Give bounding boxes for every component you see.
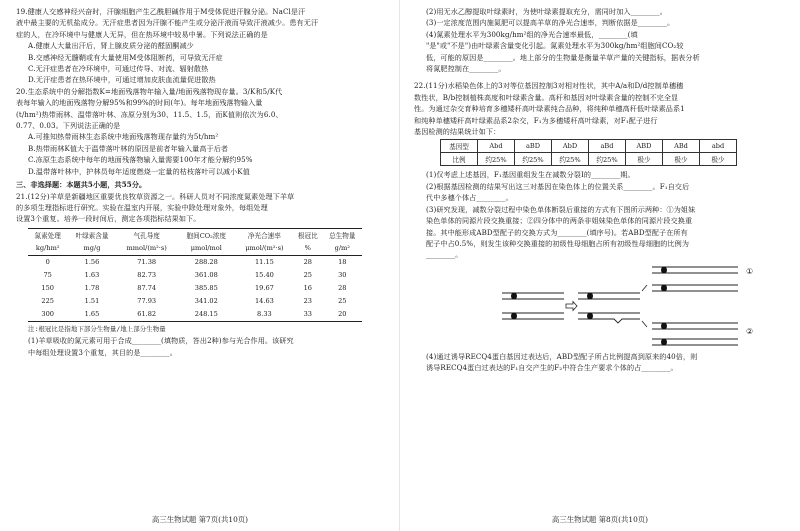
q20-option-d: D.温带落叶林中，护林员每年适度燃烧一定量的枯枝落叶可以减小K值 xyxy=(28,166,250,176)
q22-sub3: 染色单体的同源片段交换重接；②四分体中的两条非姐妹染色单体的同源片段交换重 xyxy=(426,216,693,226)
table-header-cell: 基因型 xyxy=(441,140,478,153)
table-cell: 极少 xyxy=(700,153,737,166)
question-22 xyxy=(414,80,784,373)
table-cell: 25 xyxy=(338,297,347,306)
question-21 xyxy=(16,191,386,358)
q22-sub3: 接。其中能形成ABD型配子的交换方式为________(填序号)。若ABD型配子在所有 xyxy=(426,227,688,237)
centromere xyxy=(587,292,593,299)
table-cell: 28 xyxy=(338,284,347,293)
table-cell: 极少 xyxy=(663,153,700,166)
table-header-row xyxy=(441,140,737,153)
table-cell: 361.08 xyxy=(194,271,218,280)
table-cell: 1.78 xyxy=(84,284,100,293)
table-unit-cell: % xyxy=(293,242,323,256)
q21-stem: 设置3个重复。培养一段时间后，测定各项指标结果如下。 xyxy=(16,214,201,224)
table-header-cell: 氮素处理 xyxy=(28,228,67,242)
q22-stem: 基因检测的结果统计如下： xyxy=(414,127,501,137)
q21-sub1: (1)羊草吸收的氮元素可用于合成________(填物质，答出2种)参与光合作用。该研究 xyxy=(28,336,294,346)
q20-option-b: B.热带雨林K值大于温带落叶林的原因是前者年输入量高于后者 xyxy=(28,143,229,153)
chromatid-exchange-figure xyxy=(414,263,784,351)
q22-sub4: 诱导RECQ4蛋白过表达的F₁自交产生的F₂中符合生产要求个体的占________。 xyxy=(426,363,678,373)
table-cell: 150 xyxy=(41,284,54,293)
q22-sub2: (2)根据基因检测的结果写出这三对基因在染色体上的位置关系________。F₁自交后 xyxy=(426,181,690,191)
arrow-up-line xyxy=(642,285,647,291)
q22-stem: 性。为通过杂交育种培育多穗矮秆高叶绿素纯合品种，将纯种单穗高秆低叶绿素品系1 xyxy=(414,104,685,114)
table-cell: 288.28 xyxy=(194,258,218,267)
gamete-genotype-table xyxy=(440,139,737,166)
table-cell: 23 xyxy=(303,297,312,306)
q22-sub3: (3)研究发现，减数分裂过程中染色单体断裂后重接的方式有下图所示两种：①为姐妹 xyxy=(426,204,696,214)
table-cell: 25 xyxy=(303,271,312,280)
table-unit-cell: mmol/(m²·s) xyxy=(117,242,177,256)
nitrogen-data-table xyxy=(28,228,362,322)
table-unit-cell: μmol/mol xyxy=(177,242,236,256)
q19-option-c: C.无汗症患者在冷环境中，可通过传导、对流、辐射散热 xyxy=(28,64,209,74)
table-unit-cell: g/m² xyxy=(323,242,362,256)
table-cell: 385.85 xyxy=(194,284,218,293)
table-header-cell: 气孔导度 xyxy=(117,228,177,242)
table-row xyxy=(28,295,362,308)
table-header-cell: ABd xyxy=(663,140,700,153)
q20-option-a: A.可推知热带雨林生态系统中地面残落物现存量约为5t/hm² xyxy=(28,132,219,142)
table-note: 注:根冠比是指地下部分生物量/地上部分生物量 xyxy=(28,324,166,333)
q21-sub2: (2)用无水乙醇提取叶绿素时，为使叶绿素提取充分，需同时加入________。 xyxy=(426,7,667,16)
diagram-label-2: ② xyxy=(746,326,754,336)
page-footer: 高三生物试题 第7页(共10页) xyxy=(151,515,249,524)
table-cell: 19.67 xyxy=(254,284,274,293)
centromere xyxy=(661,266,667,273)
table-cell: 16 xyxy=(303,284,312,293)
q22-sub2: 代中多穗个体占________。 xyxy=(426,193,513,203)
q22-stem: 和纯种单穗矮秆高叶绿素品系2杂交，F₁为多穗矮秆高叶绿素，对F₁配子进行 xyxy=(414,115,658,125)
q21-sub4: "是"或"不是")由叶绿素含量变化引起。氮素处理水平为300kg/hm²组胞间CO₂较 xyxy=(426,41,684,51)
table-cell: 77.93 xyxy=(137,297,157,306)
table-row xyxy=(441,153,737,166)
chromatid-break-line xyxy=(578,319,640,323)
table-header-cell: aBd xyxy=(589,140,626,153)
q22-sub3: ________。 xyxy=(426,250,463,260)
centromere xyxy=(511,312,517,319)
section-title: 三、非选择题：本题共5小题，共55分。 xyxy=(16,180,147,190)
q20-stem: (t/hm²)热带雨林、温带落叶林、冻原分别为30、11.5、1.5，而K值则依次为6.0、 xyxy=(16,109,283,119)
q21-stem: 21.(12分)羊草是新疆地区重要优良牧草资源之一。科研人员对不同浓度氮素处理下羊草 xyxy=(16,191,295,201)
table-cell: 11.15 xyxy=(254,258,274,267)
table-cell: 341.02 xyxy=(194,297,218,306)
q22-stem: 数性状，B/b控制植株高度和叶绿素含量。高秆和基因对叶绿素含量的控制不完全显 xyxy=(414,92,679,102)
centromere xyxy=(511,292,517,299)
table-unit-cell: mg/g xyxy=(67,242,116,256)
table-unit-row xyxy=(28,242,362,256)
table-cell: 225 xyxy=(41,297,54,306)
q19-stem: 19.健康人交感神经兴奋时，汗腺细胞产生乙酰胆碱作用于M受体促进汗腺分泌。NaCl是汗 xyxy=(16,7,306,16)
table-row xyxy=(28,255,362,269)
q20-stem: 表每年输入的地面残落物分解95%和99%的时间(年)。每年地面残落物输入量 xyxy=(16,98,263,108)
table-cell: 87.74 xyxy=(137,284,157,293)
table-row xyxy=(28,308,362,322)
table-cell: 1.51 xyxy=(84,297,100,306)
table-cell: 248.15 xyxy=(177,308,236,322)
table-cell: 约25% xyxy=(552,153,589,166)
table-header-cell: 总生物量 xyxy=(323,228,362,242)
table-cell: 30 xyxy=(338,271,347,280)
diagram-label-1: ① xyxy=(746,266,754,276)
q19-stem: 症的人，在冷环境中与健康人无异，但在热环境中较易中暑。下列说法正确的是 xyxy=(16,29,268,39)
table-cell: 约25% xyxy=(478,153,515,166)
table-cell: 33 xyxy=(293,308,323,322)
centromere xyxy=(587,312,593,319)
q20-stem: 20.生态系统中的分解指数K=地面残落物年输入量/地面残落物现存量。3/K和5/K代 xyxy=(16,86,283,96)
table-cell: 20 xyxy=(323,308,362,322)
table-cell: 300 xyxy=(28,308,67,322)
arrow-right-icon xyxy=(566,301,577,310)
table-cell: 1.63 xyxy=(84,271,100,280)
q20-option-c: C.冻原生态系统中每年的地面残落物输入量需要100年才能分解约95% xyxy=(28,155,253,165)
q21-sub3: (3)一定浓度范围内施氮肥可以提高羊草的净光合速率，判断依据是________。 xyxy=(426,18,675,28)
table-unit-cell: kg/hm² xyxy=(28,242,67,256)
table-cell: 比例 xyxy=(441,153,478,166)
q19-option-b: B.交感神经无髓鞘或有大量使用M受体阻断药，可导致无汗症 xyxy=(28,52,223,62)
q21-sub4: (4)氮素处理水平为300kg/hm²组的净光合速率最低，________(填 xyxy=(426,29,638,39)
q19-option-a: A.健康人大量出汗后，肾上腺皮质分泌的醛固酮减少 xyxy=(28,41,194,51)
question-20 xyxy=(16,86,386,177)
chromatid-exchange-diagram xyxy=(414,263,784,351)
table-cell: 1.65 xyxy=(67,308,116,322)
table-cell: 15.40 xyxy=(254,271,274,280)
centromere xyxy=(661,338,667,345)
table-header-cell: ABD xyxy=(626,140,663,153)
page-footer: 高三生物试题 第8页(共10页) xyxy=(551,515,649,524)
table-row xyxy=(28,269,362,282)
table-header-cell: 根冠比 xyxy=(293,228,323,242)
table-header-row xyxy=(28,228,362,242)
table-cell: 71.38 xyxy=(137,258,157,267)
table-cell: 约25% xyxy=(589,153,626,166)
q22-sub4: (4)通过诱导RECQ4蛋白基因过表达后，ABD型配子所占比例提高到原来的40倍，则 xyxy=(426,351,698,361)
q21-stem: 的多项生理指标进行研究。实验在温室内开展，实验中除处理对象外，每组处理 xyxy=(16,202,268,212)
table-header-cell: Abd xyxy=(478,140,515,153)
q22-sub3: 配子中占0.5%，则发生该种交换重接的初级性母细胞占所有初级性母细胞的比例为 xyxy=(426,238,690,248)
q21-sub4: 将氮肥控制在________。 xyxy=(426,64,506,74)
table-cell: 18 xyxy=(338,258,347,267)
right-page xyxy=(400,0,800,531)
q20-stem: 0.77、0.03。下列说法正确的是 xyxy=(16,121,121,131)
centromere xyxy=(661,284,667,291)
q19-option-d: D.无汗症患者在热环境中，可通过增加皮肤血流量促进散热 xyxy=(28,75,216,85)
table-cell: 8.33 xyxy=(236,308,293,322)
q21-sub4: 低，可能的原因是________。地上部分的生物量是衡量羊草产量的关键指标，据表分析 xyxy=(426,52,700,62)
table-cell: 82.73 xyxy=(137,271,157,280)
table-header-cell: aBD xyxy=(515,140,552,153)
table-unit-cell: μmol/(m²·s) xyxy=(236,242,293,256)
question-19 xyxy=(16,6,386,86)
table-cell: 极少 xyxy=(626,153,663,166)
table-cell: 61.82 xyxy=(117,308,177,322)
table-header-cell: 叶绿素含量 xyxy=(67,228,116,242)
arrow-down-line xyxy=(642,321,647,327)
table-cell: 1.56 xyxy=(84,258,100,267)
table-header-cell: 胞间CO₂浓度 xyxy=(177,228,236,242)
table-header-cell: abd xyxy=(700,140,737,153)
table-row xyxy=(28,282,362,295)
table-cell: 28 xyxy=(303,258,312,267)
question-21-continued xyxy=(414,6,784,74)
table-header-cell: 净光合速率 xyxy=(236,228,293,242)
q21-sub1: 中每组处理设置3个重复，其目的是________。 xyxy=(28,347,177,357)
q19-stem: 液中最主要的无机盐成分。无汗症患者因为汗腺不能产生或分泌汗液而导致汗液减少。患有无汗 xyxy=(16,18,319,28)
table-cell: 0 xyxy=(45,258,50,267)
centromere xyxy=(661,322,667,329)
table-header-cell: AbD xyxy=(552,140,589,153)
q22-stem: 22.(11分)水稻染色体上的3对等位基因控制3对相对性状，其中A/a和D/d控制单穗穗 xyxy=(414,81,684,91)
table-cell: 14.63 xyxy=(254,297,274,306)
table-cell: 75 xyxy=(43,271,52,280)
q22-sub1: (1)仅考虑上述基因，F₁基因重组发生在减数分裂Ⅰ的________期。 xyxy=(426,170,635,180)
table-cell: 约25% xyxy=(515,153,552,166)
